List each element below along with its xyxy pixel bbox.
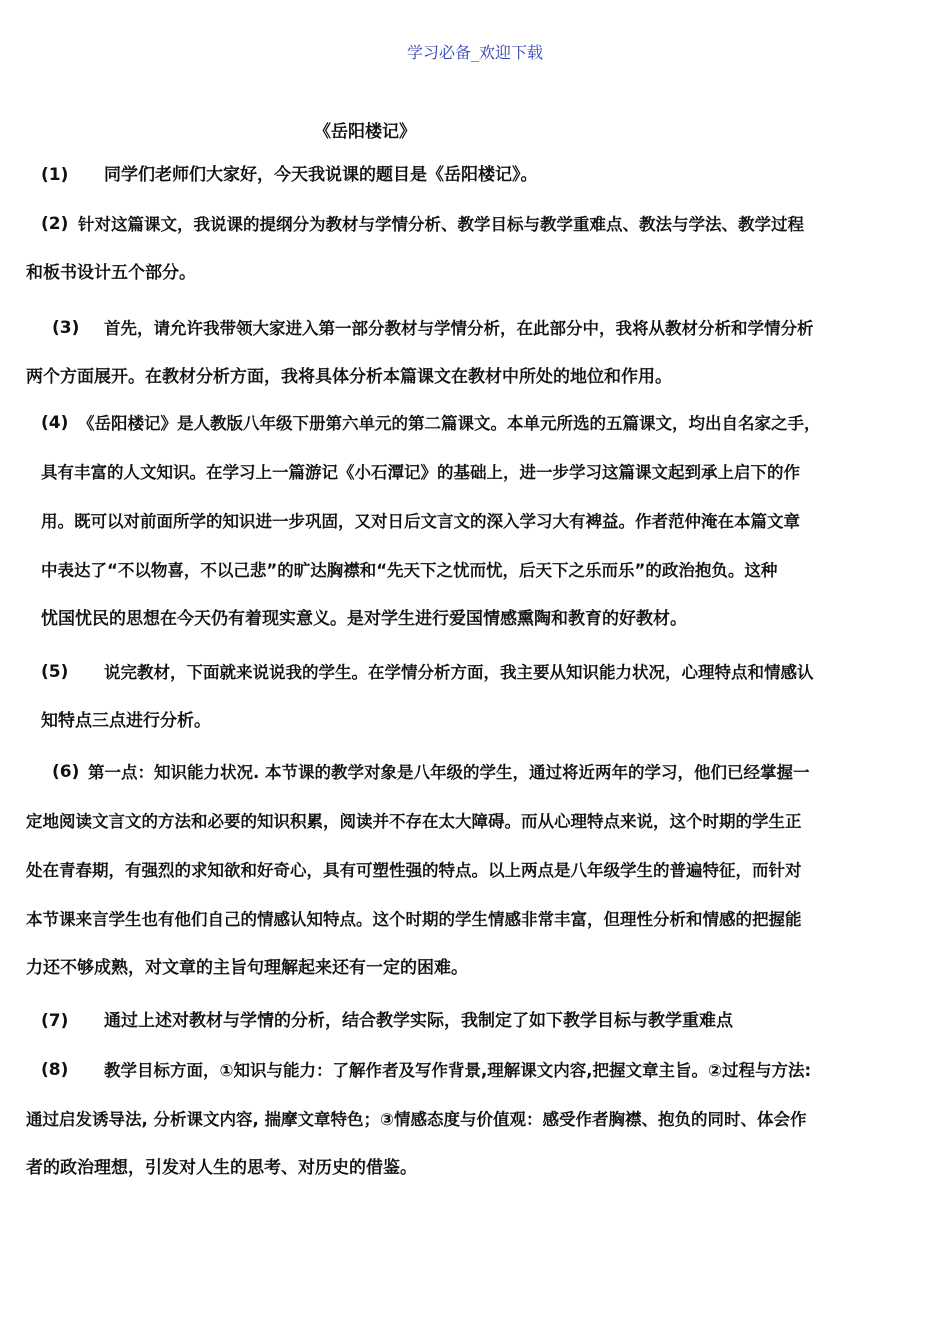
paragraph-line: 教学目标方面，①知识与能力：了解作者及写作背景,理解课文内容,把握文章主旨。②过程与方法: — [104, 1061, 812, 1080]
paragraph-line: 中表达了“不以物喜，不以己悲”的旷达胸襟和“先天下之忧而忧，后天下之乐而乐”的政治抱负。这种 — [41, 561, 778, 580]
paragraph-number: (6) — [52, 762, 80, 782]
paragraph-line: 和板书设计五个部分。 — [26, 263, 196, 283]
paragraph-line: 第一点：知识能力状况. 本节课的教学对象是八年级的学生，通过将近两年的学习，他们已经掌握一 — [88, 763, 810, 782]
paragraph-number: (8) — [41, 1060, 69, 1080]
paragraph-line: 两个方面展开。在教材分析方面，我将具体分析本篇课文在教材中所处的地位和作用。 — [26, 367, 672, 387]
paragraph-7 — [0, 997, 950, 1046]
paragraph-number: (7) — [41, 1011, 69, 1031]
paragraph-line: 通过上述对教材与学情的分析，结合教学实际，我制定了如下教学目标与教学重难点 — [104, 1011, 733, 1031]
paragraph-line: 知特点三点进行分析。 — [41, 711, 211, 731]
paragraph-5 — [0, 648, 950, 746]
paragraph-line: 本节课来言学生也有他们自己的情感认知特点。这个时期的学生情感非常丰富，但理性分析和情感的把握能 — [26, 910, 802, 929]
paragraph-line: 同学们老师们大家好，今天我说课的题目是《岳阳楼记》。 — [104, 165, 538, 185]
paragraph-4 — [0, 399, 950, 644]
page-header: 学习必备_欢迎下载 — [406, 43, 543, 62]
paragraph-line: 具有丰富的人文知识。在学习上一篇游记《小石潭记》的基础上，进一步学习这篇课文起到承上启下的作 — [41, 463, 800, 482]
paragraph-2 — [0, 200, 950, 298]
paragraph-line: 定地阅读文言文的方法和必要的知识积累，阅读并不存在太大障碍。而从心理特点来说，这个时期的学生正 — [26, 812, 802, 831]
paragraph-number: (2) — [41, 214, 69, 234]
paragraph-line: 者的政治理想，引发对人生的思考、对历史的借鉴。 — [26, 1158, 417, 1178]
paragraph-line: 力还不够成熟，对文章的主旨句理解起来还有一定的困难。 — [26, 958, 468, 978]
paragraph-3 — [0, 304, 950, 402]
paragraph-6 — [0, 748, 950, 993]
paragraph-line: 处在青春期，有强烈的求知欲和好奇心，具有可塑性强的特点。以上两点是八年级学生的普遍特征，而针对 — [26, 861, 802, 880]
paragraph-line: 通过启发诱导法, 分析课文内容, 揣摩文章特色；③情感态度与价值观：感受作者胸襟、抱负的同时、体会作 — [26, 1110, 807, 1129]
paragraph-line: 针对这篇课文，我说课的提纲分为教材与学情分析、教学目标与教学重难点、教法与学法、教学过程 — [78, 215, 804, 234]
paragraph-number: (5) — [41, 662, 69, 682]
paragraph-number: (4) — [41, 413, 69, 433]
paragraph-number: (3) — [52, 318, 80, 338]
paragraph-line: 说完教材，下面就来说说我的学生。在学情分析方面，我主要从知识能力状况，心理特点和情感认 — [104, 663, 814, 682]
paragraph-line: 忧国忧民的思想在今天仍有着现实意义。是对学生进行爱国情感熏陶和教育的好教材。 — [41, 609, 687, 629]
paragraph-8 — [0, 1046, 950, 1193]
paragraph-line: 《岳阳楼记》是人教版八年级下册第六单元的第二篇课文。本单元所选的五篇课文，均出自名家之手， — [78, 414, 821, 433]
paragraph-1 — [0, 151, 950, 200]
document-title: 《岳阳楼记》 — [314, 122, 416, 142]
paragraph-number: (1) — [41, 165, 69, 185]
paragraph-line: 首先，请允许我带领大家进入第一部分教材与学情分析，在此部分中，我将从教材分析和学情分析 — [104, 319, 814, 338]
paragraph-line: 用。既可以对前面所学的知识进一步巩固，又对日后文言文的深入学习大有裨益。作者范仲淹在本篇文章 — [41, 512, 800, 531]
